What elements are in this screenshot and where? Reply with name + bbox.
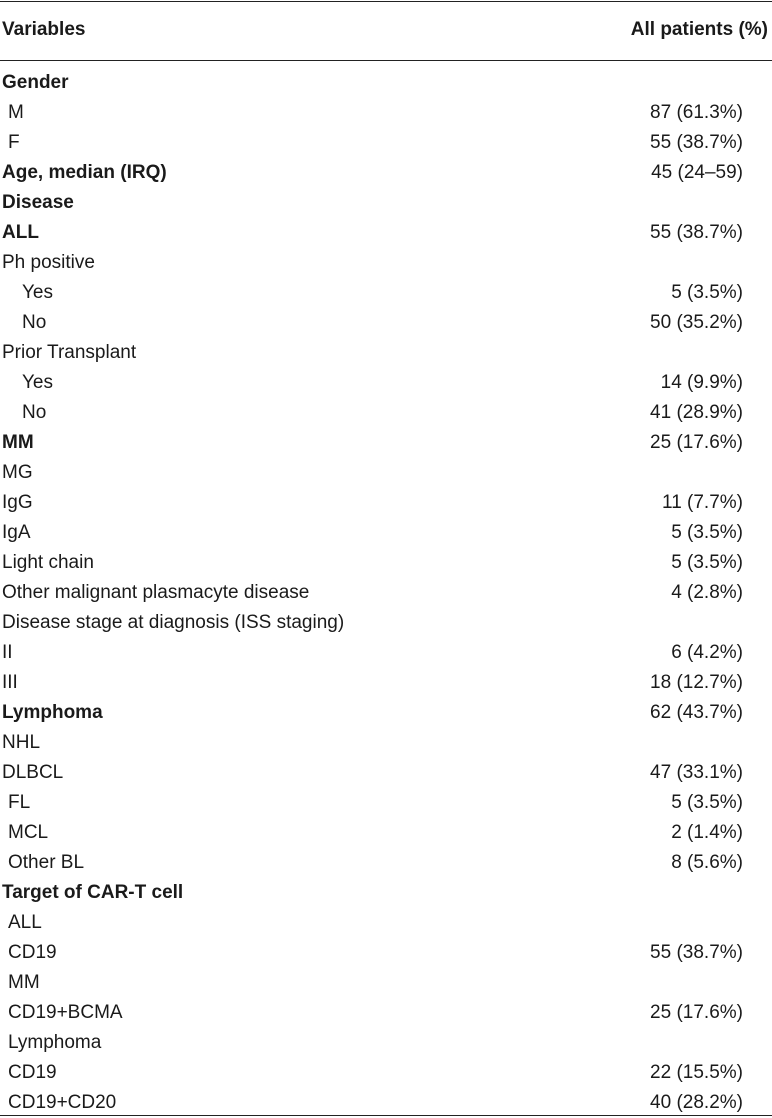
row-value: 5 (3.5%) [671, 282, 743, 303]
table-row [0, 548, 772, 578]
row-label: Other BL [8, 852, 85, 873]
table-row [0, 668, 772, 698]
row-value: 41 (28.9%) [650, 402, 743, 423]
row-value: 62 (43.7%) [650, 702, 743, 723]
table-row [0, 608, 772, 638]
row-value: 5 (3.5%) [671, 522, 743, 543]
table-row [0, 248, 772, 278]
row-label: CD19 [8, 1062, 57, 1083]
table-row [0, 458, 772, 488]
row-label: No [22, 402, 47, 423]
table-row [0, 968, 772, 998]
row-label: II [2, 642, 13, 663]
row-label: Disease [2, 192, 74, 213]
row-label: Prior Transplant [2, 342, 137, 363]
table-row [0, 278, 772, 308]
row-label: M [8, 102, 24, 123]
row-label: FL [8, 792, 31, 813]
row-label: Light chain [2, 552, 94, 573]
table-row [0, 758, 772, 788]
table-row [0, 128, 772, 158]
table-row [0, 698, 772, 728]
row-label: Target of CAR-T cell [2, 882, 184, 903]
row-label: Lymphoma [2, 702, 103, 723]
row-label: IgG [2, 492, 33, 513]
row-value: 87 (61.3%) [650, 102, 743, 123]
row-label: Age, median (IRQ) [2, 162, 167, 183]
row-label: CD19 [8, 942, 57, 963]
table-row [0, 728, 772, 758]
row-value: 4 (2.8%) [671, 582, 743, 603]
row-label: CD19+CD20 [8, 1092, 117, 1113]
table-row [0, 908, 772, 938]
row-value: 6 (4.2%) [671, 642, 743, 663]
table-row [0, 398, 772, 428]
table-row [0, 848, 772, 878]
row-label: Other malignant plasmacyte disease [2, 582, 310, 603]
row-value: 14 (9.9%) [660, 372, 743, 393]
table-header-rule [0, 60, 772, 61]
table-row [0, 158, 772, 188]
row-label: F [8, 132, 20, 153]
row-value: 8 (5.6%) [671, 852, 743, 873]
table-row [0, 1058, 772, 1088]
table-bottom-rule [0, 1115, 772, 1116]
table-row [0, 578, 772, 608]
row-value: 2 (1.4%) [671, 822, 743, 843]
table-row [0, 368, 772, 398]
row-value: 22 (15.5%) [650, 1062, 743, 1083]
row-label: ALL [8, 912, 42, 933]
row-value: 47 (33.1%) [650, 762, 743, 783]
header-all-patients: All patients (%) [630, 19, 768, 40]
table-row [0, 68, 772, 98]
table-row [0, 338, 772, 368]
row-value: 45 (24–59) [651, 162, 743, 183]
row-label: CD19+BCMA [8, 1002, 123, 1023]
row-label: III [2, 672, 18, 693]
row-label: MG [2, 462, 33, 483]
row-label: Ph positive [2, 252, 95, 273]
row-value: 40 (28.2%) [650, 1092, 743, 1113]
table-row [0, 998, 772, 1028]
table-row [0, 638, 772, 668]
table-row [0, 98, 772, 128]
row-value: 25 (17.6%) [650, 432, 743, 453]
table-row [0, 488, 772, 518]
table-row [0, 818, 772, 848]
row-value: 5 (3.5%) [671, 792, 743, 813]
row-label: MM [2, 432, 34, 453]
row-value: 50 (35.2%) [650, 312, 743, 333]
row-label: Gender [2, 72, 69, 93]
row-value: 25 (17.6%) [650, 1002, 743, 1023]
row-label: ALL [2, 222, 39, 243]
row-label: Yes [22, 282, 53, 303]
row-value: 55 (38.7%) [650, 942, 743, 963]
table-row [0, 938, 772, 968]
row-label: Yes [22, 372, 53, 393]
row-value: 55 (38.7%) [650, 222, 743, 243]
row-label: IgA [2, 522, 31, 543]
table-header [0, 0, 772, 61]
row-label: Lymphoma [8, 1032, 102, 1053]
row-value: 11 (7.7%) [662, 492, 743, 513]
table-row [0, 218, 772, 248]
row-value: 18 (12.7%) [650, 672, 743, 693]
row-label: Disease stage at diagnosis (ISS staging) [2, 612, 345, 633]
row-label: MM [8, 972, 40, 993]
row-value: 55 (38.7%) [650, 132, 743, 153]
table-row [0, 1088, 772, 1118]
row-value: 5 (3.5%) [671, 552, 743, 573]
table-row [0, 188, 772, 218]
header-variables: Variables [2, 19, 86, 40]
table-body [0, 68, 772, 1118]
table-row [0, 428, 772, 458]
row-label: MCL [8, 822, 49, 843]
table-row [0, 878, 772, 908]
row-label: No [22, 312, 47, 333]
table-row [0, 1028, 772, 1058]
table-row [0, 788, 772, 818]
row-label: NHL [2, 732, 41, 753]
row-label: DLBCL [2, 762, 64, 783]
table-row [0, 518, 772, 548]
table-row [0, 308, 772, 338]
